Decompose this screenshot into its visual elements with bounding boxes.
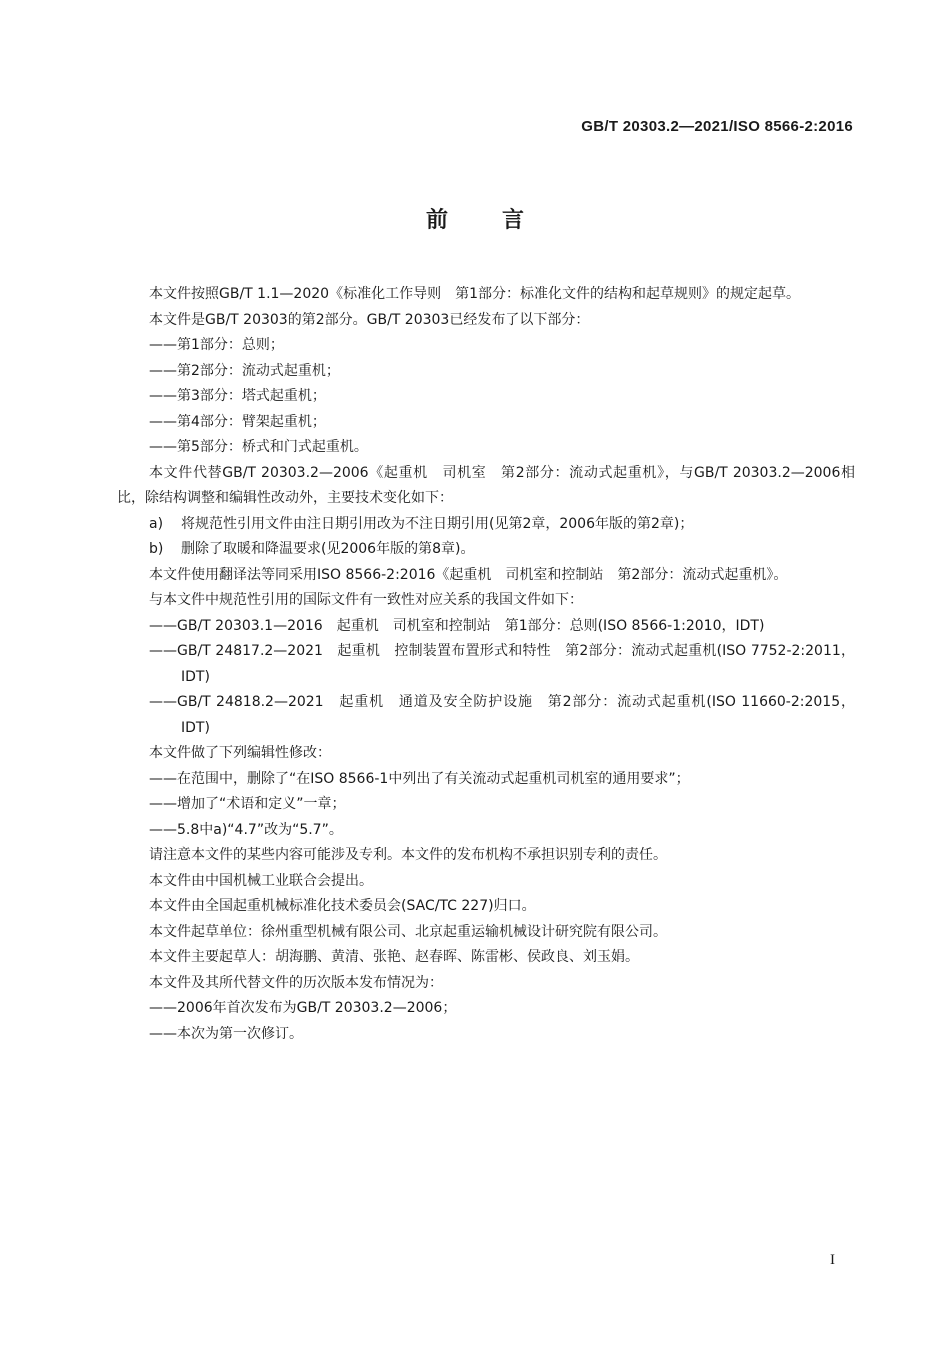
- list-item-reference: ——GB/T 20303.1—2016 起重机 司机室和控制站 第1部分：总则(ISO 8566-1:2010，IDT): [149, 617, 765, 634]
- list-item-part: ——第5部分：桥式和门式起重机。: [149, 439, 368, 455]
- paragraph-proposer: 本文件由中国机械工业联合会提出。: [149, 872, 373, 889]
- paragraph-editorial: 本文件做了下列编辑性修改：: [149, 745, 331, 761]
- list-item-reference: ——GB/T 24817.2—2021 起重机 控制装置布置形式和特性 第2部分：流动式起重机(ISO 7752-2:2011，IDT): [149, 643, 855, 685]
- paragraph-patent: 请注意本文件的某些内容可能涉及专利。本文件的发布机构不承担识别专利的责任。: [149, 847, 667, 863]
- page-number: I: [830, 1252, 835, 1268]
- list-item-reference: ——GB/T 24818.2—2021 起重机 通道及安全防护设施 第2部分：流动式起重机(ISO 11660-2:2015，IDT): [149, 694, 855, 736]
- list-item-history: ——本次为第一次修订。: [149, 1025, 303, 1042]
- paragraph-history: 本文件及其所代替文件的历次版本发布情况为：: [149, 974, 443, 991]
- list-item-part: ——第1部分：总则；: [149, 337, 284, 353]
- list-marker: b): [149, 541, 164, 557]
- list-item-edit: ——5.8中a)“4.7”改为“5.7”。: [149, 821, 343, 838]
- paragraph-drafters: 本文件主要起草人：胡海鹏、黄清、张艳、赵春晖、陈雷彬、侯政良、刘玉娟。: [149, 949, 639, 965]
- paragraph-drafting-rules: 本文件按照GB/T 1.1—2020《标准化工作导则 第1部分：标准化文件的结构和起草规则》的规定起草。: [149, 286, 800, 302]
- list-item-part: ——第3部分：塔式起重机；: [149, 388, 326, 404]
- paragraph-committee: 本文件由全国起重机械标准化技术委员会(SAC/TC 227)归口。: [149, 898, 536, 914]
- foreword-body: [117, 282, 855, 1047]
- list-item-change: [117, 512, 855, 538]
- list-item-edit: ——增加了“术语和定义”一章；: [149, 796, 346, 812]
- list-item-edit: ——在范围中，删除了“在ISO 8566-1中列出了有关流动式起重机司机室的通用要求”；: [149, 770, 690, 787]
- list-item-part: ——第4部分：臂架起重机；: [149, 413, 326, 430]
- paragraph-drafting-units: 本文件起草单位：徐州重型机械有限公司、北京起重运输机械设计研究院有限公司。: [149, 923, 667, 940]
- change-text: 删除了取暖和降温要求(见2006年版的第8章)。: [181, 541, 475, 557]
- paragraph-part-info: 本文件是GB/T 20303的第2部分。GB/T 20303已经发布了以下部分：: [149, 311, 590, 328]
- paragraph-translation: 本文件使用翻译法等同采用ISO 8566-2:2016《起重机 司机室和控制站 第2部分：流动式起重机》。: [149, 566, 788, 583]
- change-text: 将规范性引用文件由注日期引用改为不注日期引用(见第2章，2006年版的第2章)；: [181, 515, 694, 532]
- list-item-part: ——第2部分：流动式起重机；: [149, 362, 340, 379]
- paragraph-correspondence: 与本文件中规范性引用的国际文件有一致性对应关系的我国文件如下：: [149, 592, 583, 608]
- list-item-history: ——2006年首次发布为GB/T 20303.2—2006；: [149, 1000, 457, 1016]
- list-item-change: [117, 537, 855, 563]
- paragraph-replacement: 本文件代替GB/T 20303.2—2006《起重机 司机室 第2部分：流动式起重机》，与GB/T 20303.2—2006相比，除结构调整和编辑性改动外，主要技术变化如下：: [117, 464, 855, 506]
- list-marker: a): [149, 515, 164, 532]
- page-title: 前言: [425, 208, 578, 233]
- standard-number-header: GB/T 20303.2—2021/ISO 8566-2:2016: [581, 118, 853, 135]
